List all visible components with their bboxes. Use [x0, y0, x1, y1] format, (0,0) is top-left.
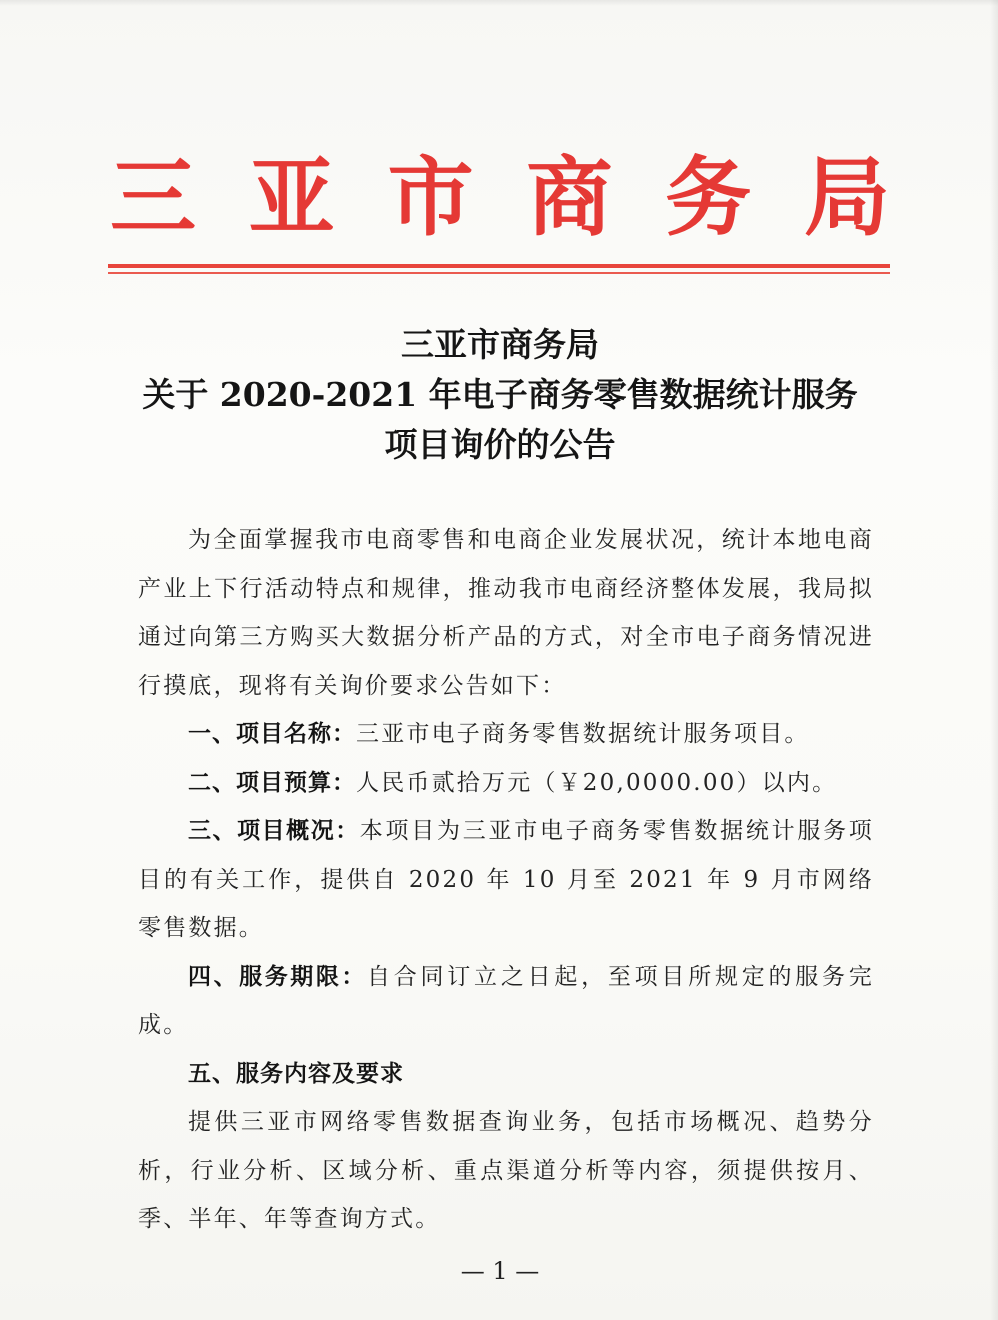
- title-line-2: 关于 2020-2021 年电子商务零售数据统计服务: [142, 375, 858, 414]
- letterhead-char: 亚: [248, 147, 335, 248]
- section-project-name: [138, 710, 874, 759]
- section-service-period: [138, 953, 874, 1050]
- title-line-1: 三亚市商务局: [401, 325, 599, 364]
- section-project-overview: [138, 807, 874, 953]
- letterhead: [110, 147, 890, 248]
- section-service-content-heading: [138, 1050, 874, 1099]
- document-title: [100, 320, 900, 470]
- section-label: 一、项目名称：: [188, 721, 356, 747]
- service-content-paragraph: 提供三亚市网络零售数据查询业务，包括市场概况、趋势分析，行业分析、区域分析、重点渠道分析等内容，须提供按月、季、半年、年等查询方式。: [138, 1109, 874, 1232]
- intro-paragraph: 为全面掌握我市电商零售和电商企业发展状况，统计本地电商产业上下行活动特点和规律，推动我市电商经济整体发展，我局拟通过向第三方购买大数据分析产品的方式，对全市电子商务情况进行摸底，现将有关询价要求公告如下：: [138, 527, 874, 699]
- letterhead-char: 局: [803, 147, 890, 248]
- page-number: — 1 —: [460, 1257, 540, 1285]
- scan-edge-shadow: [990, 0, 998, 1320]
- section-label: 三、项目概况：: [188, 818, 360, 844]
- letterhead-red-rule-thin: [108, 272, 890, 274]
- section-text: 本项目为三亚市电子商务零售数据统计服务项目的有关工作，提供自 2020 年 10 月至 2021 年 9 月市网络零售数据。: [138, 818, 875, 941]
- section-label: 四、服务期限：: [188, 963, 367, 990]
- section-text: 三亚市电子商务零售数据统计服务项目。: [356, 721, 810, 747]
- section-text: 自合同订立之日起，至项目所规定的服务完成。: [138, 963, 874, 1038]
- letterhead-char: 商: [526, 147, 613, 248]
- section-label: 五、服务内容及要求: [188, 1060, 404, 1087]
- document-body: [138, 516, 874, 1244]
- letterhead-red-rule: [108, 264, 890, 268]
- section-label: 二、项目预算：: [188, 769, 356, 796]
- section-text: 人民币贰拾万元（￥20,0000.00）以内。: [356, 769, 838, 796]
- letterhead-char: 三: [110, 147, 196, 248]
- section-project-budget: [138, 759, 874, 808]
- letterhead-char: 市: [387, 147, 474, 248]
- scan-top-shadow: [0, 0, 998, 6]
- title-line-3: 项目询价的公告: [384, 425, 616, 464]
- letterhead-char: 务: [665, 147, 752, 248]
